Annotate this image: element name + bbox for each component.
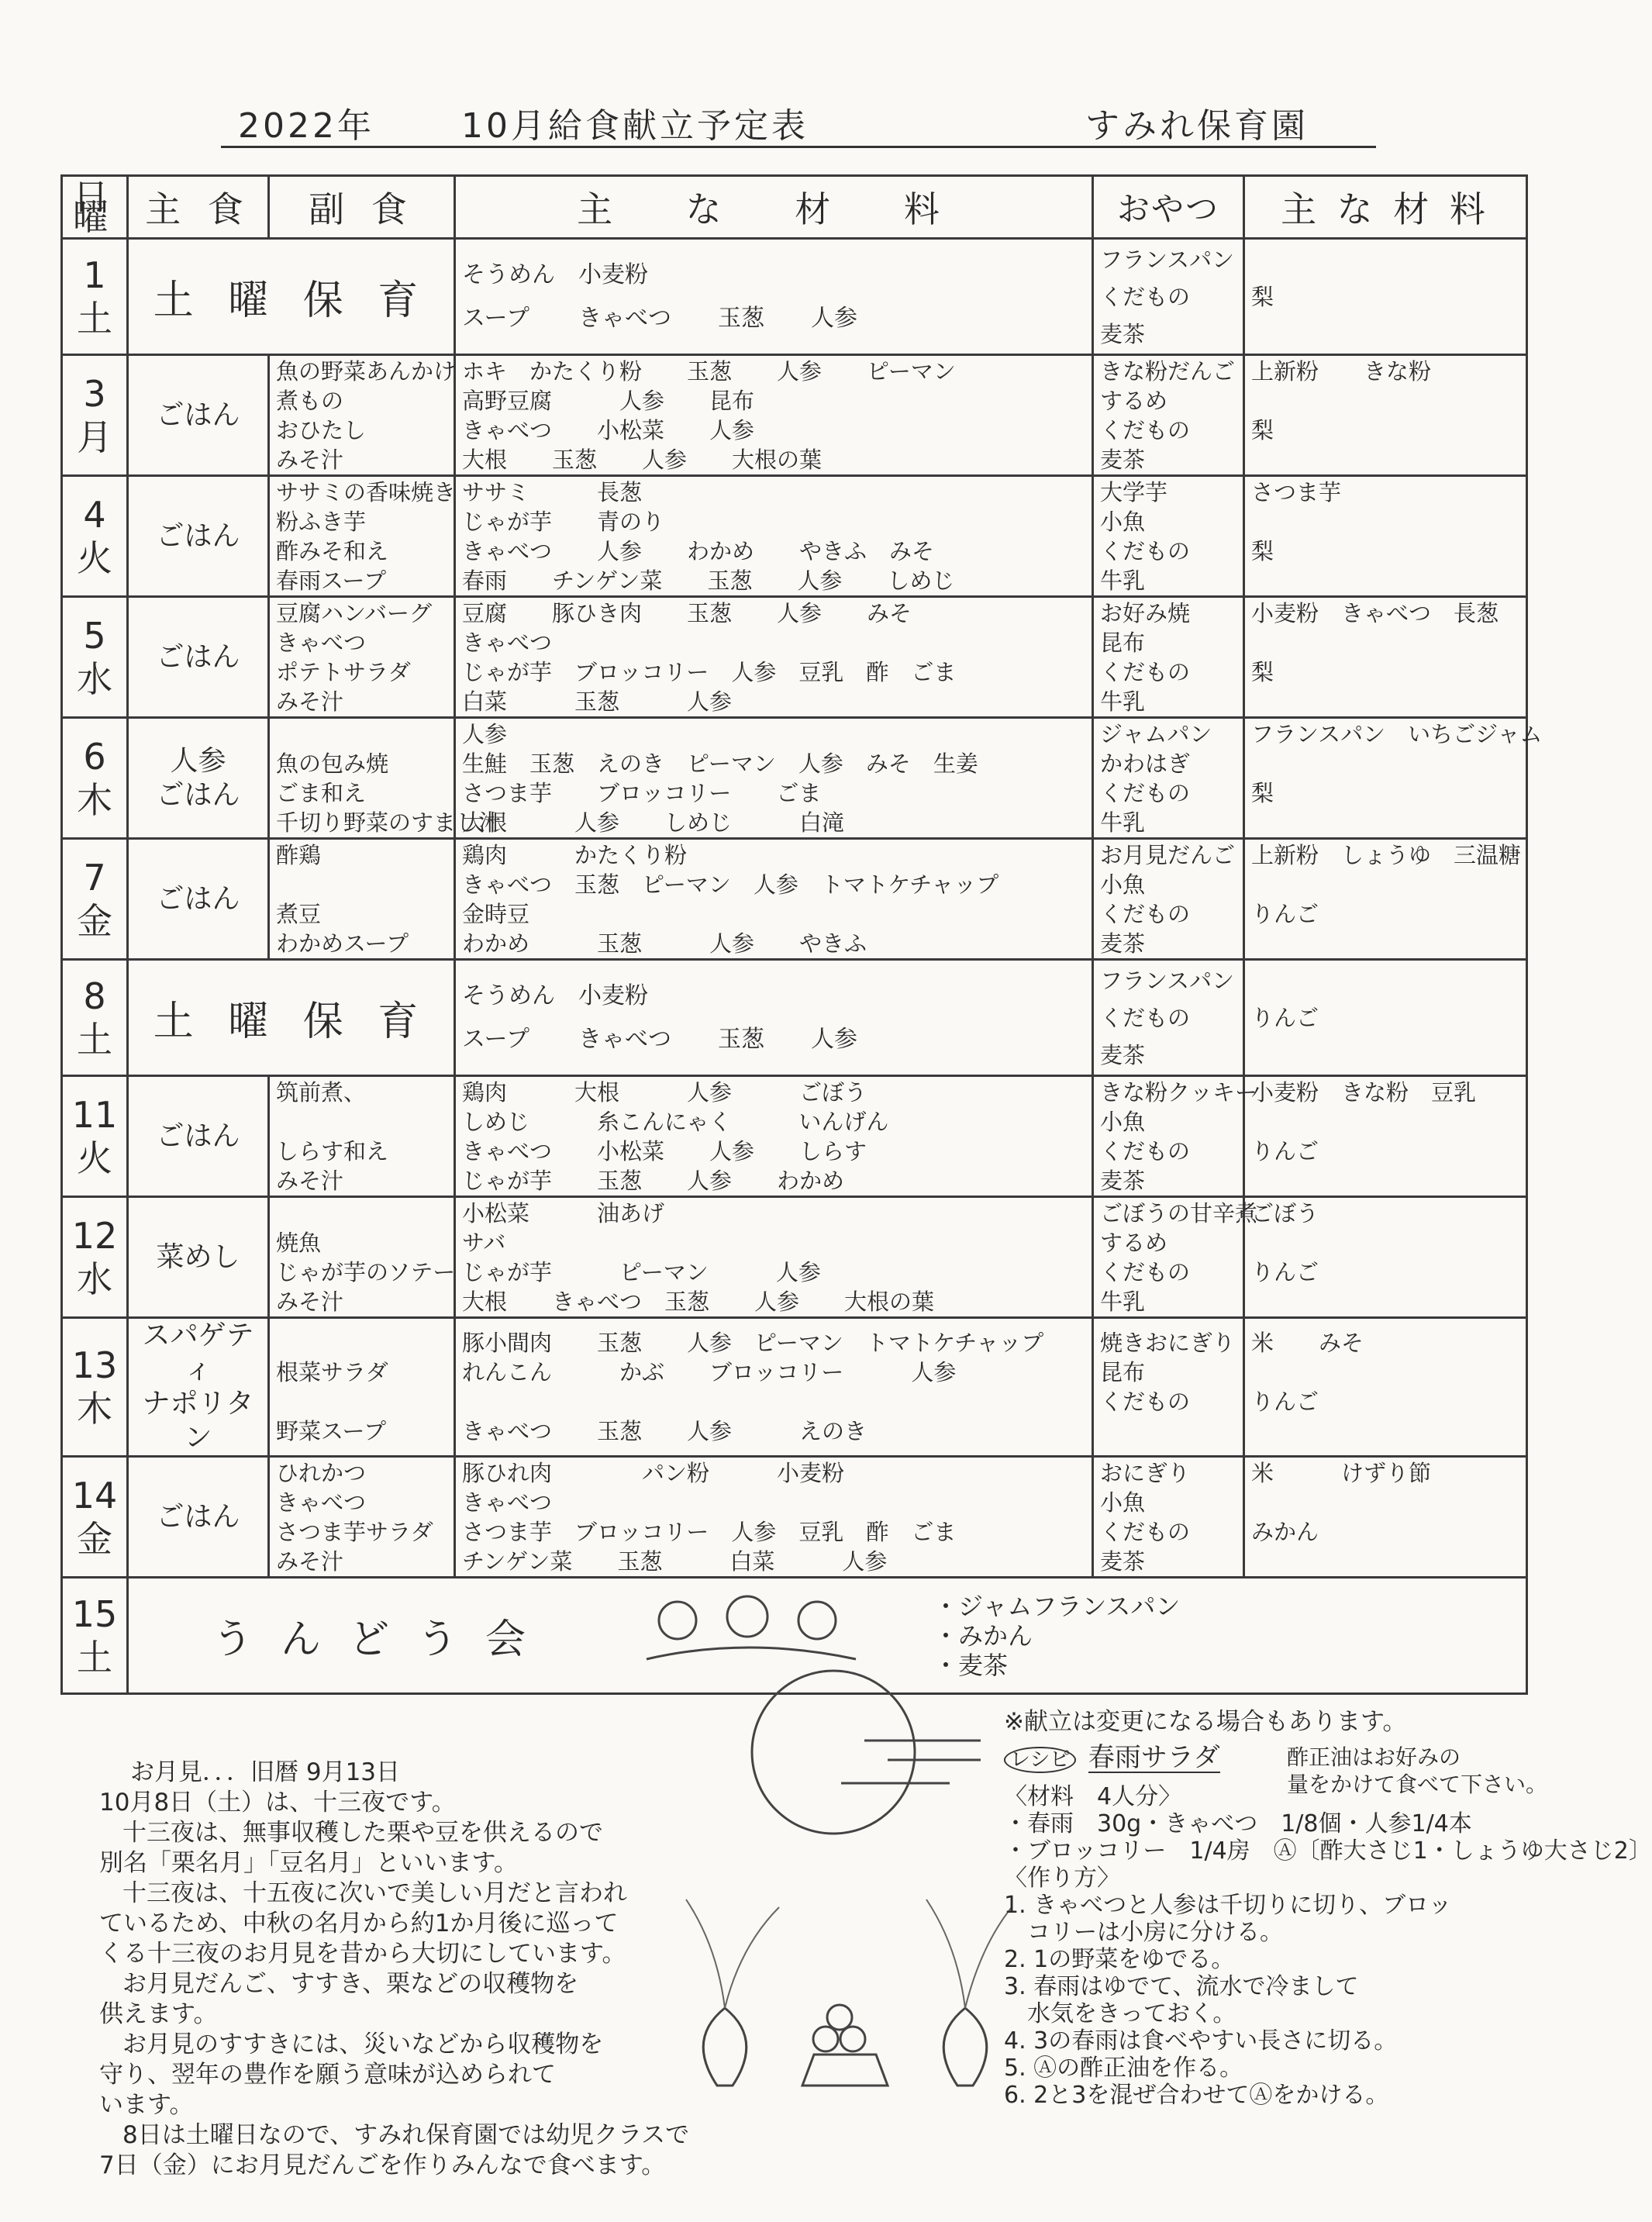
ingredients-cell-line: きゃべつ [462,629,553,656]
snack-ingredients-cell-line: 米 けずり節 [1251,1459,1432,1486]
snack-ingredients-cell-line: フランスパン いちごジャム [1251,720,1543,747]
side-dish-cell-line: 千切り野菜のすまし汁 [276,809,502,836]
day-cell: 1 土 [62,239,128,355]
snack-cell-line: くだもの [1100,1004,1191,1031]
snack-ingredients-cell-line: さつま芋 [1251,478,1342,505]
susuki-icon-2 [926,1899,1012,2008]
snack-ingredients-cell-line [1251,316,1519,353]
snack-cell-line: きな粉クッキー [1100,1078,1258,1106]
snack-cell-line: ジャムパン [1100,720,1212,747]
side-dish: そうめん [462,982,555,1009]
snack-ingredients-cell-line [1251,929,1519,958]
snack-cell-line: くだもの [1100,283,1191,310]
snack-ingredients-cell-line [1251,962,1519,999]
day-cell: 11 火 [62,1076,128,1197]
ingredients-cell-line: 金時豆 [462,900,530,927]
side-dish-cell-line: 魚の包み焼 [276,750,389,777]
snack-cell [1093,239,1244,355]
table-row [62,239,1527,355]
recipe-note: 酢正油はお好みの 量をかけて食べて下さい。 [1287,1744,1548,1797]
day-cell: 4 火 [62,476,128,597]
snack-cell-line: するめ [1100,1229,1168,1256]
snack-cell-line: くだもの [1100,900,1191,927]
day-cell: 3 月 [62,355,128,476]
otsukimi-line: くる十三夜のお月見を昔から大切にしています。 [99,1940,626,1968]
recipe-line: 3. 春雨はゆでて、流水で冷まして [1004,1973,1359,2000]
snack-ingredients-cell-line [1251,1416,1519,1446]
snack-ingredients-cell-line [1251,749,1519,778]
snack-ingredients-cell-line [1251,1488,1519,1517]
ingredients-cell-line: サバ [462,1229,506,1256]
side-dish-cell-line: おひたし [276,416,367,443]
snack-cell [1093,839,1244,960]
day-cell: 7 金 [62,839,128,960]
snack-cell-line: 麦茶 [1100,1167,1146,1194]
snack-ingredients-cell-line [1251,1037,1519,1074]
snack-cell-line: 牛乳 [1100,809,1146,836]
staple-cell: ごはん [128,476,269,597]
snack-ingredients-cell-line: りんご [1251,1004,1319,1031]
day-cell: 5 水 [62,597,128,718]
snack-ingredients-cell-line: 米 みそ [1251,1330,1364,1356]
recipe-line: 2. 1の野菜をゆでる。 [1004,1946,1235,1973]
snack-cell-line: きな粉だんご [1100,357,1236,385]
otsukimi-line: 守り、翌年の豊作を願う意味が込められて [99,2061,556,2089]
otsukimi-line: います。 [99,2091,194,2119]
snack-cell-line: 昆布 [1100,1359,1146,1385]
staple-cell: ごはん [128,355,269,476]
title-main: 10月給食献立予定表 [461,106,809,146]
otsukimi-line: お月見だんご、すすき、栗などの収穫物を [122,1970,579,1998]
snack-cell-line: フランスパン [1100,246,1235,273]
ingredients-cell-line: じゃが芋 青のり [462,508,665,535]
snack-ingredients-cell-line [1251,386,1519,416]
snack-cell [1093,1197,1258,1318]
snack-ingredients-cell-line [1251,1287,1519,1316]
snack-cell-line: 焼きおにぎり [1100,1330,1236,1356]
snack-cell-line: くだもの [1100,779,1191,806]
ingredients-cell-line: 大根 人参 しめじ 白滝 [462,809,845,836]
ingredients-cell-line: きゃべつ 玉葱 ピーマン 人参 トマトケチャップ [462,871,999,898]
moon-icon [752,1671,915,1834]
side-dish-cell-line: 筑前煮、 [276,1078,367,1106]
ingredients-cell-line [462,1387,1085,1416]
page-title [221,91,1376,148]
side-dish-cell-line: 煮豆 [276,900,322,927]
side-dish-cell [269,839,455,960]
side-dish-cell-line: 野菜スープ [276,1418,387,1444]
side-dish-cell-line: ごま和え [276,779,367,806]
ingredients-cell-line: 豚ひれ肉 パン粉 小麦粉 [462,1459,845,1486]
ingredients-cell-line: 生鮭 玉葱 えのき ピーマン 人参 みそ 生姜 [462,750,978,777]
side-dish-cell-line: きゃべつ [276,629,367,656]
ingredients-cell-line: 鶏肉 かたくり粉 [462,841,688,868]
ingredients-cell-line: 大根 玉葱 人参 大根の葉 [462,446,823,473]
table-header-row [62,176,1527,239]
snack-cell-line: くだもの [1100,416,1191,443]
header-ingredients: 主 な 材 料 [455,176,1093,239]
snack-ingredients-cell [1244,1318,1527,1457]
snack-ingredients-cell-line: 梨 [1251,537,1274,564]
ingredients-cell [455,839,1093,960]
snack-ingredients-cell [1244,718,1543,839]
side-dish-cell [269,1457,455,1578]
ingredients-cell-line: じゃが芋 ピーマン 人参 [462,1258,821,1285]
side-dish-cell [269,1318,455,1457]
snack-ingredients-cell-line [1251,1547,1519,1576]
recipe-line: 5. Ⓐの酢正油を作る。 [1004,2055,1243,2082]
snack-cell [1093,960,1244,1076]
recipe-line: ・春雨 30g・きゃべつ 1/8個・人参1/4本 [1004,1810,1472,1837]
snack-cell [1093,355,1244,476]
snack-ingredients-cell-line [1251,241,1519,278]
snack-cell-line: お好み焼 [1100,599,1191,626]
day-cell: 15 土 [62,1578,128,1694]
ingredients-cell [455,1457,1093,1578]
snack-cell-line: 麦茶 [1100,1041,1146,1068]
snack-ingredients-cell [1244,239,1527,355]
snack-ingredients-cell [1244,1076,1527,1197]
ingredients-cell-line: ササミ 長葱 [462,478,643,505]
side-dish-cell-line: しらす和え [276,1137,389,1164]
snack-ingredients-cell-line [1251,808,1519,837]
otsukimi-line: 10月8日（土）は、十三夜です。 [99,1789,456,1817]
side-dish: そうめん [462,260,555,288]
snack-ingredients-cell-line [1251,687,1519,716]
side-dish-cell-line: 酢みそ和え [276,537,389,564]
otsukimi-line: 7日（金）にお月見だんごを作りみんなで食べます。 [99,2151,666,2179]
dango-icon [827,2005,852,2030]
snack-cell [1093,1457,1244,1578]
vase-icon [703,2008,747,2086]
ingredients-cell-line: さつま芋 ブロッコリー ごま [462,779,822,806]
snack-cell-line: 牛乳 [1100,1288,1146,1315]
snack-cell-line: おにぎり [1100,1459,1191,1486]
snack-cell [1093,1076,1258,1197]
ingredients-cell-line: 小松菜 油あげ [462,1199,665,1227]
snack-ingredients-cell-line [1251,628,1519,657]
offerings-illustration [663,1892,1035,2093]
side-dish-cell-line: みそ汁 [276,446,344,473]
header-staple: 主 食 [128,176,269,239]
staple-cell: ごはん [128,1457,269,1578]
snack-ingredients-cell-line: みかん [1251,1518,1319,1545]
side-dish-cell-line: 粉ふき芋 [276,508,367,535]
staple-cell: ごはん [128,597,269,718]
side-dish: スープ [462,1025,529,1053]
ingredients-cell-line: きゃべつ 玉葱 人参 えのき [462,1418,867,1444]
snack-cell-line [1100,1416,1236,1446]
snack-ingredients-cell-line [1251,566,1519,595]
vase-icon-2 [943,2008,987,2086]
snack-cell-line: お月見だんご [1100,841,1236,868]
side-dish-cell-line: じゃが芋のソテー [276,1258,456,1285]
ingredients-cell [455,597,1093,718]
sports-day-label: うんどう会 [212,1616,554,1663]
snack-cell [1093,718,1244,839]
snack-cell-line: 牛乳 [1100,567,1146,594]
ingredients-cell-line: きゃべつ 小松菜 人参 [462,416,755,443]
snack-ingredients-cell-line: 上新粉 しょうゆ 三温糖 [1251,841,1522,868]
snack-cell-line: くだもの [1100,658,1191,685]
table-row [62,1457,1527,1578]
side-dish-cell [269,476,455,597]
side-dish-cell-line: ひれかつ [276,1459,367,1486]
table-row [62,1197,1527,1318]
snack-ingredients-cell [1244,839,1527,960]
snack-cell-line: 小魚 [1100,508,1146,535]
ingredients-cell [455,239,1093,355]
recipe-box [1004,1742,1652,2109]
title-year: 2022年 [238,106,374,146]
otsukimi-illustration [725,1667,1004,1915]
snack-ingredients-cell [1244,1457,1527,1578]
snack-cell-line: するめ [1100,387,1168,414]
side-dish-cell-line: 豆腐ハンバーグ [276,599,432,626]
side-dish-cell-line: 春雨スープ [276,567,387,594]
snack-cell-line: 昆布 [1100,629,1146,656]
ingredients-cell-line: きゃべつ [462,1489,553,1516]
snack-ingredients-cell-line: 小麦粉 きゃべつ 長葱 [1251,599,1499,626]
recipe-line: 1. きゃべつと人参は千切りに切り、ブロッ [1004,1892,1452,1919]
snack-cell-line: 小魚 [1100,1489,1146,1516]
snack-ingredients-cell [1244,960,1527,1076]
snack-ingredients-cell-line: 梨 [1251,416,1274,443]
snack-cell-line: くだもの [1100,1137,1191,1164]
ingredients-cell-line: しめじ 糸こんにゃく いんげん [462,1108,889,1135]
side-dish-cell-line [276,1328,447,1358]
menu-table [60,174,1543,1695]
table-row [62,839,1527,960]
day-cell: 8 土 [62,960,128,1076]
ingredients-cell-line: きゃべつ 小松菜 人参 しらす [462,1137,867,1164]
side-dish-cell-line: みそ汁 [276,1547,344,1575]
snack-ingredients-cell-line: ごぼう [1251,1199,1319,1227]
snack-cell-line: くだもの [1100,1258,1191,1285]
side-dish-cell-line: ササミの香味焼き [276,478,457,505]
snack-cell-line: かわはぎ [1100,750,1191,777]
otsukimi-notes [99,1758,689,2181]
recipe-line: 〈作り方〉 [1004,1865,1120,1892]
susuki-icon [686,1899,779,2008]
header-side: 副 食 [269,176,455,239]
otsukimi-line: 十三夜は、十五夜に次いで美しい月だと言われ [122,1879,627,1907]
snack-cell-line: ごぼうの甘辛煮 [1100,1199,1258,1227]
snack-cell-line: 牛乳 [1100,688,1146,715]
snack-ingredients-cell-line: 梨 [1251,779,1274,806]
ingredients-cell-line: 春雨 チンゲン菜 玉葱 人参 しめじ [462,567,955,594]
staple-cell: ごはん [128,839,269,960]
table-row [62,960,1527,1076]
side-dish: スープ [462,304,529,332]
snack-cell-line: くだもの [1100,1389,1191,1415]
snack-ingredients-cell-line: 梨 [1251,283,1274,310]
side-dish-cell-line: 煮もの [276,387,344,414]
otsukimi-line: お月見のすすきには、災いなどから収穫物を [122,2031,604,2058]
side-dish-cell [269,597,455,718]
snack-ingredients-cell-line [1251,1107,1519,1137]
side-dish-cell-line: きゃべつ [276,1489,367,1516]
table-row [62,1318,1527,1457]
snack-ingredients-cell-line [1251,445,1519,474]
side-dish-cell-line: 魚の野菜あんかけ [276,357,457,385]
table-row [62,1076,1527,1197]
snack-cell-line: 大学芋 [1100,478,1168,505]
staple-cell: 菜めし [128,1197,269,1318]
sports-day-snacks: ・ジャムフランスパン ・みかん ・麦茶 [933,1591,1181,1680]
side-dish-cell [269,1197,455,1318]
day-cell: 12 水 [62,1197,128,1318]
snack-cell [1093,597,1244,718]
table-row [62,476,1527,597]
side-dish-cell-line: みそ汁 [276,1288,344,1315]
ingredients-cell-line: れんこん かぶ ブロッコリー 人参 [462,1359,957,1385]
recipe-line: 6. 2と3を混ぜ合わせてⒶをかける。 [1004,2082,1389,2109]
ingredients-cell [455,1318,1093,1457]
snack-cell-line: くだもの [1100,1518,1191,1545]
footnote: ※献立は変更になる場合もあります。 [1004,1708,1407,1736]
snack-ingredients-cell-line [1251,1228,1519,1258]
side-dish-cell-line [276,870,447,899]
side-dish-cell-line: みそ汁 [276,1167,344,1194]
staple-cell: ごはん [128,1076,269,1197]
side-dish-cell-line: 根菜サラダ [276,1359,388,1385]
ingredients-cell [455,355,1093,476]
ingredients-cell [455,960,1093,1076]
recipe-line: ・ブロッコリー 1/4房 Ⓐ〔酢大さじ1・しょうゆ大さじ2〕 [1004,1837,1652,1865]
recipe-line: 〈材料 4人分〉 [1004,1783,1182,1810]
ingredients-cell-line: 人参 [462,720,508,747]
side-dish-cell-line: ポテトサラダ [276,658,411,685]
table-row [62,355,1527,476]
ingredients-cell-line: 白菜 玉葱 人参 [462,688,733,715]
snack-ingredients-cell [1244,1197,1527,1318]
side-dish-cell [269,1076,455,1197]
header-snack-ingredients: 主 な 材 料 [1244,176,1527,239]
side-dish-cell-line [276,719,447,749]
snack-cell-line: 小魚 [1100,871,1146,898]
ingredients-cell-line: じゃが芋 ブロッコリー 人参 豆乳 酢 ごま [462,658,957,685]
snack-ingredients-cell-line: りんご [1251,900,1319,927]
header-snack: おやつ [1093,176,1244,239]
saturday-care-label: 土 曜 保 育 [128,960,455,1076]
side-dish-cell-line [276,1199,447,1228]
ingredients-cell-line: 豆腐 豚ひき肉 玉葱 人参 みそ [462,599,912,626]
recipe-line: 4. 3の春雨は食べやすい長さに切る。 [1004,2027,1398,2055]
side-dish-cell-line: 酢鶏 [276,841,322,868]
snack-cell-line: 麦茶 [1100,930,1146,957]
ingredients-cell-line: さつま芋 ブロッコリー 人参 豆乳 酢 ごま [462,1518,957,1545]
recipe-line: コリーは小房に分ける。 [1004,1919,1283,1946]
snack-ingredients-cell-line: 梨 [1251,658,1274,685]
day-cell: 14 金 [62,1457,128,1578]
snack-ingredients-cell [1244,476,1527,597]
ingredients-cell-line: 高野豆腐 人参 昆布 [462,387,755,414]
snack-cell [1093,1318,1244,1457]
side-dish-cell-line: さつま芋サラダ [276,1518,433,1545]
otsukimi-line: お月見．．．旧暦 9月13日 [130,1758,401,1786]
ingredients-cell [455,1076,1093,1197]
ingredients-cell-line: わかめ 玉葱 人参 やきふ [462,930,867,957]
snack-ingredients-cell [1244,355,1527,476]
side-dish-cell-line: わかめスープ [276,930,409,957]
snack-ingredients-cell-line: りんご [1251,1258,1319,1285]
staple-cell: スパゲティ ナポリタン [128,1318,269,1457]
snack-cell-line: 小魚 [1100,1108,1146,1135]
ingredients-cell [455,718,1093,839]
side-dish-cell-line [276,1387,447,1416]
day-cell: 13 木 [62,1318,128,1457]
ingredient-line: 小麦粉 [578,260,648,288]
otsukimi-line: 別名「栗名月」「豆名月」といいます。 [99,1849,519,1877]
ingredients-cell-line: 鶏肉 大根 人参 ごぼう [462,1078,867,1106]
snack-cell-line: 麦茶 [1100,446,1146,473]
ingredients-cell-line: ホキ かたくり粉 玉葱 人参 ピーマン [462,357,956,385]
staple-cell: 人参 ごはん [128,718,269,839]
snack-cell-line: 麦茶 [1100,320,1146,347]
ingredients-cell-line: きゃべつ 人参 わかめ やきふ みそ [462,537,935,564]
header-day: 日 曜 [62,176,128,239]
ingredient-line: きゃべつ 玉葱 人参 [578,1025,857,1053]
snack-ingredients-cell-line: りんご [1251,1389,1319,1415]
ingredients-cell-line: 大根 きゃべつ 玉葱 人参 大根の葉 [462,1288,935,1315]
recipe-line: 水気をきっておく。 [1004,2000,1236,2027]
snack-cell-line: くだもの [1100,537,1191,564]
table-row [62,597,1527,718]
otsukimi-line: 8日は土曜日なので、すみれ保育園では幼児クラスで [122,2121,690,2149]
snack-ingredients-cell-line: 上新粉 きな粉 [1251,357,1432,385]
recipe-title: 春雨サラダ [1088,1742,1220,1773]
sanbo-stand-icon [802,2055,888,2086]
otsukimi-line: ているため、中秋の名月から約1か月後に巡って [99,1910,619,1937]
ingredient-line: きゃべつ 玉葱 人参 [578,304,857,332]
day-cell: 6 木 [62,718,128,839]
snack-ingredients-cell-line: りんご [1251,1137,1319,1164]
snack-cell-line: 麦茶 [1100,1547,1146,1575]
ingredients-cell-line: チンゲン菜 玉葱 白菜 人参 [462,1547,888,1575]
side-dish-cell-line: 焼魚 [276,1229,322,1256]
otsukimi-line: 供えます。 [99,2000,218,2028]
ingredients-cell [455,1197,1093,1318]
side-dish-cell [269,355,455,476]
snack-ingredients-cell-line: 小麦粉 きな粉 豆乳 [1251,1078,1477,1106]
table-row [62,718,1527,839]
title-school: すみれ保育園 [1085,106,1309,146]
otsukimi-line: 十三夜は、無事収穫した栗や豆を供えるので [122,1819,603,1847]
side-dish-cell-line: みそ汁 [276,688,344,715]
side-dish-cell-line [276,1107,447,1137]
snack-cell [1093,476,1244,597]
recipe-badge: レシピ [1004,1747,1076,1773]
snack-ingredients-cell-line [1251,1358,1519,1387]
ingredients-cell [455,476,1093,597]
snack-ingredients-cell-line [1251,870,1519,899]
ingredient-line: 小麦粉 [578,982,648,1009]
ingredients-cell-line: じゃが芋 玉葱 人参 わかめ [462,1167,845,1194]
snack-ingredients-cell-line [1251,507,1519,537]
snack-cell-line: フランスパン [1100,967,1235,994]
saturday-care-label: 土 曜 保 育 [128,239,455,355]
snack-ingredients-cell [1244,597,1527,718]
ingredients-cell-line: 豚小間肉 玉葱 人参 ピーマン トマトケチャップ [462,1330,1044,1356]
snack-ingredients-cell-line [1251,1166,1519,1196]
